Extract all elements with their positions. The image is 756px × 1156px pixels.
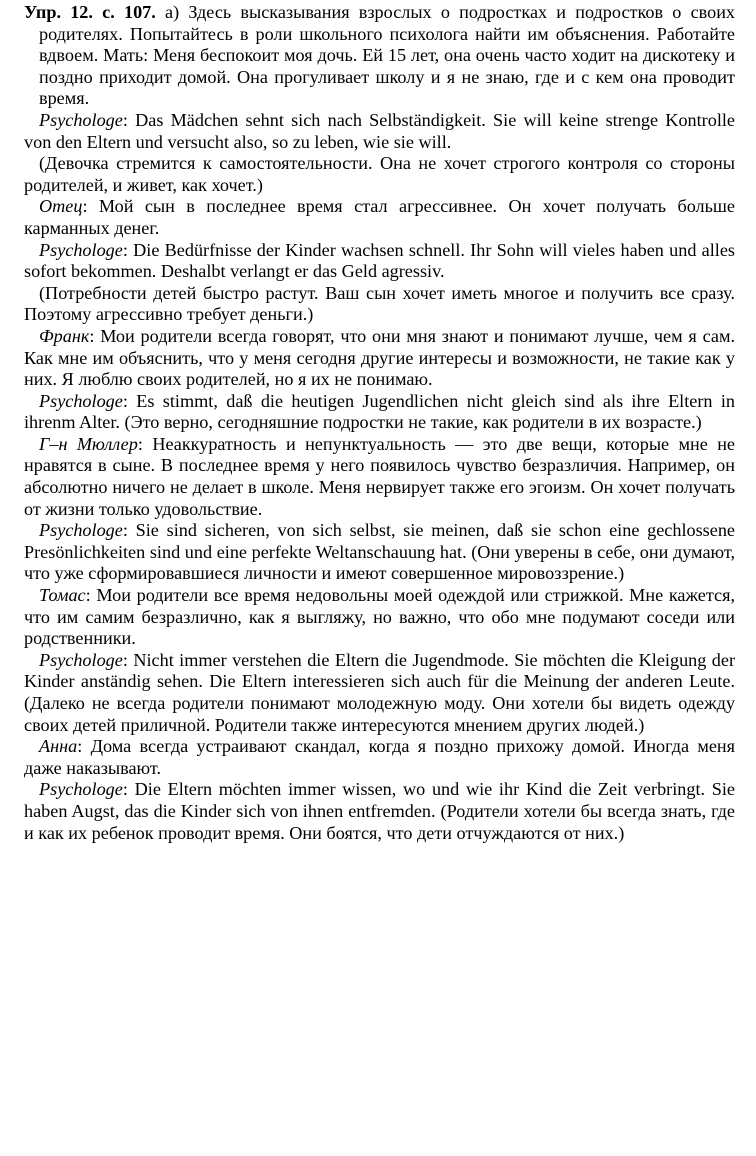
speaker-name: Франк	[39, 325, 90, 346]
speaker-name: Psychologe	[39, 520, 123, 541]
dialogue-text: Die Bedürfnisse der Kinder wachsen schnell. Ihr Sohn will vieles haben und alles sofort bekommen. Deshalbt verlangt er das Geld agressiv.	[24, 239, 736, 282]
dialogue-text: Мои родители всегда говорят, что они мня знают и понимают лучше, чем я сам. Как мне им объяснить, что у меня сегодня другие интересы и возможности, не такие как у них. Я люблю своих родителей, но я их не понимаю.	[24, 325, 735, 390]
speaker-separator: :	[85, 585, 91, 606]
dialogue-text: Мой сын в последнее время стал агрессивнее. Он хочет получать больше карманных денег.	[24, 196, 736, 238]
dialogue-paragraph	[24, 283, 735, 326]
dialogue-paragraph	[24, 434, 735, 520]
speaker-name: Psychologe	[39, 390, 123, 411]
speaker-separator: :	[137, 433, 143, 454]
speaker-name: Psychologe	[39, 649, 123, 670]
dialogue-text: (Девочка стремится к самостоятельности. Она не хочет строгого контроля со стороны родителей, и живет, как хочет.)	[24, 153, 735, 195]
dialogue-paragraph	[24, 585, 735, 650]
exercise-number: Упр. 12. с. 107.	[24, 2, 156, 22]
speaker-separator: :	[122, 649, 128, 670]
dialogue-paragraph	[24, 779, 735, 844]
speaker-separator: :	[122, 239, 128, 260]
speaker-separator: :	[82, 196, 88, 217]
task-text: Здесь высказывания взрослых о подростках и подростков о своих родителях. Попытайтесь в роли школьного психолога найти им объяснения. Работайте вдвоем. Мать: Меня беспокоит моя дочь. Ей 15 лет, она очень часто ходит на дискотеку и поздно приходит домой. Она прогуливает школу и я не знаю, где и с кем она проводит время.	[39, 2, 736, 109]
speaker-separator: :	[77, 736, 83, 757]
dialogue-text: Das Mädchen sehnt sich nach Selbständigkeit. Sie will keine strenge Kontrolle von den Eltern und versucht also, so zu leben, wie sie will.	[24, 109, 736, 152]
speaker-name: Psychologe	[39, 779, 123, 800]
dialogue-text: Неаккуратность и непунктуальность — это две вещи, которые мне не нравятся в сыне. В последнее время у него появилось чувство безразличия. Например, он абсолютно ничего не делает в школе. Меня нервирует также его эгоизм. Он хочет получать от жизни только удовольствие.	[24, 433, 735, 519]
speaker-name: Psychologe	[39, 239, 123, 260]
dialogue-paragraph	[24, 196, 735, 239]
speaker-separator: :	[89, 325, 95, 346]
speaker-name: Г–н Мюллер	[39, 433, 138, 454]
exercise-lead	[24, 2, 179, 22]
task-marker: а)	[165, 2, 180, 22]
dialogue-paragraph	[24, 650, 735, 736]
dialogue-paragraph	[24, 520, 735, 585]
speaker-name: Psychologe	[39, 109, 123, 130]
dialogue-text: Дома всегда устраивают скандал, когда я поздно прихожу домой. Иногда меня даже наказывают.	[24, 736, 735, 778]
speaker-separator: :	[122, 390, 128, 411]
dialogue-text: Sie sind sicheren, von sich selbst, sie meinen, daß sie schon eine gechlossene Presönlichkeiten sind und eine perfekte Weltanschauung hat. (Они уверены в себе, они думают, что уже сформировавшиеся личности и имеют совершенное мировоззрение.)	[24, 520, 735, 584]
exercise-intro-paragraph	[24, 2, 735, 110]
dialogue-paragraph	[24, 736, 735, 779]
dialogue-paragraph	[24, 240, 735, 283]
dialogue-text: (Потребности детей быстро растут. Ваш сын хочет иметь многое и получить все сразу. Поэтому агрессивно требует деньги.)	[24, 282, 735, 325]
dialogue-paragraph	[24, 391, 735, 434]
speaker-name: Отец	[39, 196, 83, 217]
speaker-separator: :	[122, 779, 128, 800]
speaker-name: Анна	[39, 736, 78, 757]
speaker-separator: :	[122, 520, 128, 541]
dialogue-paragraph	[24, 110, 735, 153]
dialogue-paragraph	[24, 153, 735, 196]
dialogue-text: Nicht immer verstehen die Eltern die Jugendmode. Sie möchten die Kleigung der Kinder anständig sehen. Die Eltern interessieren sich auch für die Meinung der anderen Leute. (Далеко не всегда родители понимают молодежную моду. Они хотели бы видеть одежду своих детей приличной. Родители также интересуются мнением других людей.)	[24, 649, 736, 735]
dialogue-paragraph	[24, 326, 735, 391]
dialogue-blocks	[24, 110, 735, 844]
speaker-name: Томас	[39, 585, 86, 606]
dialogue-text: Es stimmt, daß die heutigen Jugendlichen nicht gleich sind als ihre Eltern in ihrenm Alter. (Это верно, сегодняшние подростки не такие, как родители в их возрасте.)	[24, 390, 735, 433]
dialogue-text: Мои родители все время недовольны моей одеждой или стрижкой. Мне кажется, что им самим безразлично, как я выгляжу, но важно, что обо мне подумают соседи или родственники.	[24, 585, 736, 649]
speaker-separator: :	[122, 109, 128, 130]
dialogue-text: Die Eltern möchten immer wissen, wo und wie ihr Kind die Zeit verbringt. Sie haben Augst, das die Kinder sich von ihnen entfremden. (Родители хотели бы всегда знать, где и как их ребенок проводит время. Они боятся, что дети отчуждаются от них.)	[24, 779, 736, 843]
